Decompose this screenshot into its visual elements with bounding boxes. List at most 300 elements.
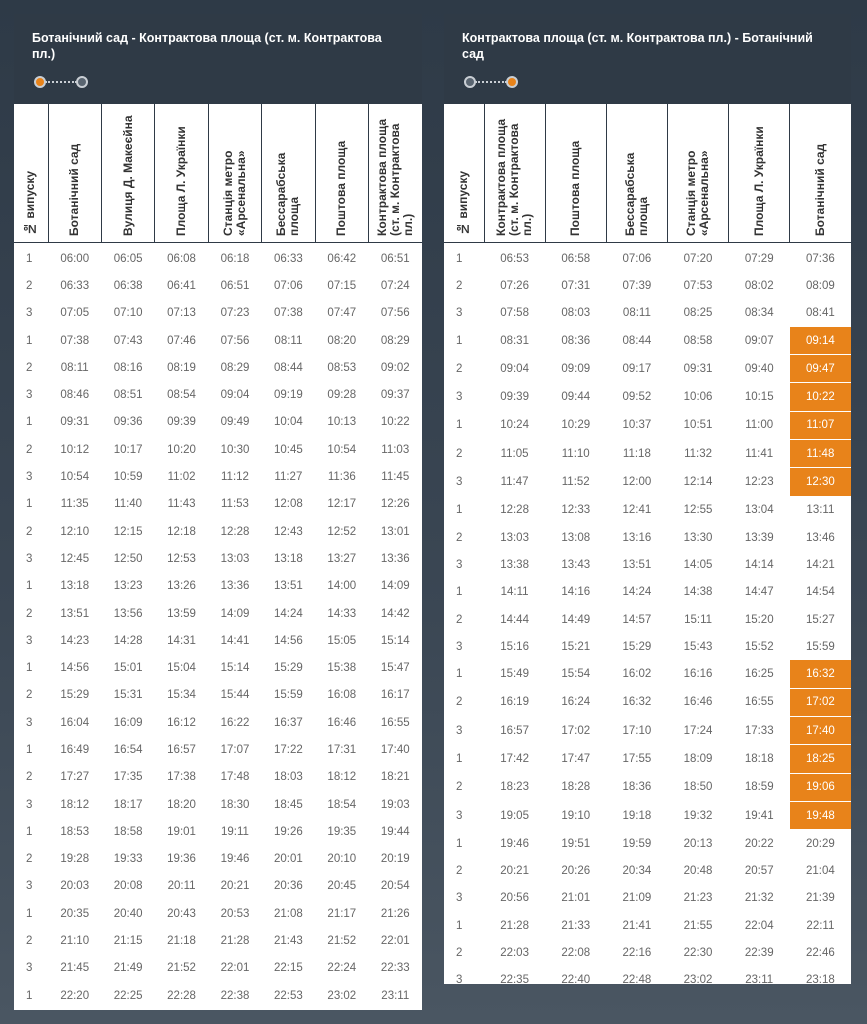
time-cell: 09:40 bbox=[744, 362, 774, 375]
column-header-label: Станція метро «Арсенальна» bbox=[220, 150, 248, 236]
time-cell: 10:51 bbox=[683, 419, 713, 432]
time-cell: 15:44 bbox=[220, 689, 250, 702]
time-cell: 09:17 bbox=[622, 362, 652, 375]
departure-number-cell: 1 bbox=[456, 252, 463, 265]
departure-number-cell: 2 bbox=[456, 362, 463, 375]
time-cell: 08:44 bbox=[274, 361, 303, 374]
time-cell: 08:46 bbox=[60, 389, 90, 402]
time-cell: 16:02 bbox=[622, 668, 652, 681]
table-row bbox=[14, 927, 422, 954]
time-cell: 21:23 bbox=[683, 892, 713, 905]
column-header bbox=[262, 104, 315, 243]
departure-number-cell: 1 bbox=[26, 252, 33, 265]
time-cell: 17:27 bbox=[60, 771, 90, 784]
table-row bbox=[444, 717, 851, 745]
time-cell: 07:53 bbox=[683, 279, 713, 292]
time-cell: 15:47 bbox=[380, 662, 410, 675]
time-cell: 17:42 bbox=[500, 752, 529, 765]
time-cell: 19:32 bbox=[683, 809, 713, 822]
time-cell: 07:26 bbox=[500, 279, 529, 292]
time-cell: 23:11 bbox=[745, 974, 774, 987]
table-row bbox=[14, 955, 422, 982]
time-cell: 13:36 bbox=[380, 552, 410, 565]
table-row bbox=[444, 606, 851, 633]
time-cell: 08:34 bbox=[744, 307, 774, 320]
table-row bbox=[444, 912, 851, 939]
departure-number-cell: 1 bbox=[456, 752, 463, 765]
departure-number-cell: 1 bbox=[456, 334, 463, 347]
departure-number-cell: 1 bbox=[456, 586, 463, 599]
timetable-panel-right bbox=[444, 14, 851, 987]
time-cell: 16:57 bbox=[500, 724, 529, 737]
time-cell: 11:27 bbox=[274, 471, 303, 484]
departure-number-cell: 3 bbox=[456, 974, 463, 987]
departure-number-cell: 2 bbox=[26, 443, 33, 456]
time-cell: 22:53 bbox=[274, 989, 303, 1002]
time-cell: 08:11 bbox=[274, 334, 303, 347]
table-row bbox=[444, 524, 851, 551]
time-cell: 14:21 bbox=[806, 558, 835, 571]
time-cell: 14:24 bbox=[274, 607, 303, 620]
departure-number-cell: 2 bbox=[26, 689, 33, 702]
time-cell: 21:26 bbox=[380, 907, 410, 920]
time-cell: 18:28 bbox=[561, 781, 591, 794]
time-cell: 09:09 bbox=[561, 362, 591, 375]
time-cell: 15:16 bbox=[500, 640, 529, 653]
table-row bbox=[14, 764, 422, 791]
time-cell: 14:38 bbox=[683, 586, 713, 599]
panel-header bbox=[14, 14, 422, 104]
departure-number-cell: 2 bbox=[26, 935, 33, 948]
table-row bbox=[444, 468, 851, 496]
time-cell: 13:51 bbox=[622, 558, 652, 571]
departure-number-cell: 3 bbox=[26, 716, 33, 729]
time-cell: 09:04 bbox=[500, 362, 529, 375]
departure-number-cell: 1 bbox=[26, 825, 33, 838]
departure-number-cell: 3 bbox=[456, 307, 463, 320]
time-cell: 12:55 bbox=[683, 504, 713, 517]
table-row bbox=[14, 409, 422, 436]
column-header-label: Бессарабська площа bbox=[622, 152, 650, 236]
column-header-label: Контрактова площа (ст. м. Контрактова пл.) bbox=[494, 118, 535, 236]
time-cell: 10:59 bbox=[113, 471, 143, 484]
time-cell: 08:54 bbox=[167, 389, 196, 402]
column-header-label: Ботанічний сад bbox=[67, 143, 82, 236]
column-header bbox=[369, 104, 422, 243]
time-cell: 17:31 bbox=[327, 743, 357, 756]
time-cell: 17:10 bbox=[622, 724, 652, 737]
time-cell: 21:52 bbox=[327, 935, 357, 948]
time-cell: 11:41 bbox=[745, 447, 774, 460]
time-cell: 18:09 bbox=[683, 752, 713, 765]
time-cell: 08:41 bbox=[806, 307, 835, 320]
time-cell: 09:07 bbox=[744, 334, 774, 347]
table-row bbox=[444, 551, 851, 578]
time-cell: 07:06 bbox=[622, 252, 652, 265]
time-cell: 15:29 bbox=[60, 689, 90, 702]
time-cell: 16:55 bbox=[744, 696, 774, 709]
time-cell: 07:38 bbox=[60, 334, 90, 347]
table-row bbox=[14, 327, 422, 354]
time-cell: 06:00 bbox=[60, 252, 90, 265]
time-cell: 15:59 bbox=[274, 689, 303, 702]
time-cell: 20:56 bbox=[500, 892, 529, 905]
time-cell: 11:12 bbox=[221, 471, 249, 484]
time-cell: 08:53 bbox=[327, 361, 357, 374]
column-header bbox=[729, 104, 790, 243]
departure-number-cell: 3 bbox=[456, 391, 463, 404]
time-cell: 18:45 bbox=[274, 798, 303, 811]
table-row bbox=[444, 300, 851, 327]
table-row bbox=[444, 243, 851, 273]
time-cell: 13:18 bbox=[274, 552, 303, 565]
time-cell: 06:58 bbox=[561, 252, 591, 265]
departure-number-cell: 2 bbox=[26, 361, 33, 374]
time-cell: 07:39 bbox=[622, 279, 652, 292]
time-cell: 16:12 bbox=[167, 716, 196, 729]
time-cell: 14:56 bbox=[60, 662, 90, 675]
time-cell: 11:32 bbox=[684, 447, 713, 460]
time-cell: 14:33 bbox=[327, 607, 357, 620]
time-cell: 12:00 bbox=[622, 476, 652, 489]
time-cell: 09:19 bbox=[274, 389, 303, 402]
route-title: Ботанічний сад - Контрактова площа (ст. м. Контрактова пл.) bbox=[32, 31, 382, 61]
time-cell: 22:46 bbox=[806, 947, 835, 960]
table-row bbox=[14, 463, 422, 490]
column-header-label: Поштова площа bbox=[334, 140, 349, 236]
column-header-label: Бессарабська площа bbox=[274, 152, 302, 236]
time-cell: 16:24 bbox=[561, 696, 591, 709]
time-cell: 07:23 bbox=[220, 307, 250, 320]
time-cell: 07:56 bbox=[380, 307, 410, 320]
time-cell: 16:55 bbox=[380, 716, 410, 729]
time-cell: 18:12 bbox=[60, 798, 90, 811]
time-cell: 20:13 bbox=[683, 837, 713, 850]
time-cell: 18:36 bbox=[622, 781, 652, 794]
route-direction-icon bbox=[464, 76, 516, 88]
time-cell: 17:38 bbox=[167, 771, 196, 784]
time-cell: 19:35 bbox=[327, 825, 357, 838]
time-cell: 14:14 bbox=[744, 558, 774, 571]
departure-number-cell: 2 bbox=[456, 531, 463, 544]
column-header bbox=[155, 104, 208, 243]
departure-number-cell: 3 bbox=[26, 307, 33, 320]
departure-number-cell: 2 bbox=[456, 279, 463, 292]
time-cell: 08:11 bbox=[622, 307, 651, 320]
time-cell: 15:05 bbox=[327, 634, 357, 647]
time-cell: 20:57 bbox=[744, 865, 774, 878]
time-cell: 13:23 bbox=[113, 580, 143, 593]
departure-number-cell: 2 bbox=[456, 696, 463, 709]
time-cell: 10:22 bbox=[380, 416, 410, 429]
time-cell: 15:31 bbox=[113, 689, 143, 702]
time-cell: 09:47 bbox=[790, 355, 851, 383]
time-cell: 21:17 bbox=[327, 907, 357, 920]
table-row bbox=[444, 830, 851, 858]
time-cell: 20:11 bbox=[167, 880, 196, 893]
time-cell: 10:04 bbox=[274, 416, 303, 429]
time-cell: 10:20 bbox=[167, 443, 196, 456]
time-cell: 18:23 bbox=[500, 781, 529, 794]
time-cell: 18:50 bbox=[683, 781, 713, 794]
time-cell: 20:01 bbox=[274, 853, 303, 866]
time-cell: 11:35 bbox=[60, 498, 89, 511]
time-cell: 22:40 bbox=[561, 974, 591, 987]
column-header bbox=[790, 104, 851, 243]
time-cell: 09:49 bbox=[220, 416, 250, 429]
time-cell: 10:30 bbox=[220, 443, 250, 456]
table-row bbox=[14, 243, 422, 273]
time-cell: 14:42 bbox=[380, 607, 410, 620]
time-cell: 14:56 bbox=[274, 634, 303, 647]
time-cell: 12:26 bbox=[380, 498, 410, 511]
time-cell: 08:58 bbox=[683, 334, 713, 347]
time-cell: 22:11 bbox=[806, 919, 835, 932]
table-row bbox=[444, 967, 851, 994]
time-cell: 17:02 bbox=[561, 724, 591, 737]
time-cell: 16:57 bbox=[167, 743, 196, 756]
time-cell: 07:31 bbox=[561, 279, 591, 292]
time-cell: 16:49 bbox=[60, 743, 90, 756]
time-cell: 13:39 bbox=[744, 531, 774, 544]
time-cell: 18:30 bbox=[220, 798, 250, 811]
time-cell: 15:11 bbox=[684, 613, 713, 626]
departure-number-cell: 3 bbox=[456, 476, 463, 489]
time-cell: 21:04 bbox=[806, 865, 835, 878]
route-direction-icon bbox=[34, 76, 86, 88]
time-cell: 09:02 bbox=[380, 361, 410, 374]
time-cell: 22:08 bbox=[561, 947, 591, 960]
time-cell: 14:00 bbox=[327, 580, 357, 593]
time-cell: 16:32 bbox=[622, 696, 652, 709]
time-cell: 12:15 bbox=[113, 525, 143, 538]
time-cell: 14:41 bbox=[220, 634, 250, 647]
time-cell: 18:18 bbox=[744, 752, 774, 765]
time-cell: 12:08 bbox=[274, 498, 303, 511]
time-cell: 09:28 bbox=[327, 389, 357, 402]
table-row bbox=[444, 633, 851, 660]
column-header bbox=[667, 104, 728, 243]
table-row bbox=[444, 327, 851, 355]
table-row bbox=[444, 773, 851, 801]
time-cell: 15:38 bbox=[327, 662, 357, 675]
time-cell: 11:36 bbox=[327, 471, 356, 484]
time-cell: 18:03 bbox=[274, 771, 303, 784]
time-cell: 10:37 bbox=[622, 419, 652, 432]
time-cell: 06:38 bbox=[113, 279, 143, 292]
time-cell: 22:16 bbox=[622, 947, 652, 960]
time-cell: 15:59 bbox=[806, 640, 835, 653]
time-cell: 21:28 bbox=[220, 935, 250, 948]
time-cell: 17:07 bbox=[220, 743, 250, 756]
time-cell: 07:05 bbox=[60, 307, 90, 320]
time-cell: 06:08 bbox=[167, 252, 196, 265]
time-cell: 08:11 bbox=[60, 361, 89, 374]
time-cell: 06:41 bbox=[167, 279, 196, 292]
time-cell: 21:32 bbox=[744, 892, 774, 905]
time-cell: 17:40 bbox=[790, 717, 851, 745]
time-cell: 22:01 bbox=[380, 935, 410, 948]
departure-number-cell: 3 bbox=[26, 798, 33, 811]
time-cell: 10:13 bbox=[327, 416, 357, 429]
departure-number-cell: 3 bbox=[456, 724, 463, 737]
time-cell: 15:34 bbox=[167, 689, 196, 702]
time-cell: 15:29 bbox=[274, 662, 303, 675]
schedule-table bbox=[14, 104, 422, 1009]
time-cell: 20:21 bbox=[500, 865, 529, 878]
time-cell: 12:41 bbox=[622, 504, 652, 517]
time-cell: 12:43 bbox=[274, 525, 303, 538]
time-cell: 20:53 bbox=[220, 907, 250, 920]
time-cell: 08:16 bbox=[113, 361, 143, 374]
time-cell: 18:54 bbox=[327, 798, 357, 811]
table-row bbox=[444, 383, 851, 411]
time-cell: 18:59 bbox=[744, 781, 774, 794]
time-cell: 07:58 bbox=[500, 307, 529, 320]
time-cell: 21:43 bbox=[274, 935, 303, 948]
time-cell: 20:40 bbox=[113, 907, 143, 920]
column-header-label: № випуску bbox=[23, 170, 38, 236]
time-cell: 15:14 bbox=[220, 662, 250, 675]
departure-number-cell: 1 bbox=[456, 837, 463, 850]
time-cell: 13:03 bbox=[220, 552, 250, 565]
time-cell: 14:23 bbox=[60, 634, 90, 647]
time-cell: 19:51 bbox=[561, 837, 591, 850]
time-cell: 08:02 bbox=[744, 279, 774, 292]
route-line-icon bbox=[45, 81, 77, 83]
time-cell: 20:54 bbox=[380, 880, 410, 893]
time-cell: 20:48 bbox=[683, 865, 713, 878]
time-cell: 20:26 bbox=[561, 865, 591, 878]
column-header-label: Поштова площа bbox=[568, 140, 583, 236]
time-cell: 09:14 bbox=[790, 327, 851, 355]
column-header bbox=[48, 104, 101, 243]
time-cell: 15:04 bbox=[167, 662, 196, 675]
time-cell: 15:21 bbox=[561, 640, 591, 653]
time-cell: 09:44 bbox=[561, 391, 591, 404]
time-cell: 11:03 bbox=[381, 443, 410, 456]
time-cell: 19:03 bbox=[380, 798, 410, 811]
time-cell: 18:20 bbox=[167, 798, 196, 811]
time-cell: 08:29 bbox=[220, 361, 250, 374]
time-cell: 22:35 bbox=[500, 974, 529, 987]
time-cell: 15:54 bbox=[561, 668, 591, 681]
time-cell: 13:30 bbox=[683, 531, 713, 544]
departure-number-cell: 1 bbox=[26, 416, 33, 429]
header-row bbox=[14, 104, 422, 243]
column-header-label: № випуску bbox=[456, 170, 471, 236]
time-cell: 06:53 bbox=[500, 252, 529, 265]
time-cell: 12:45 bbox=[60, 552, 90, 565]
departure-number-cell: 2 bbox=[456, 613, 463, 626]
time-cell: 13:26 bbox=[167, 580, 196, 593]
column-header bbox=[484, 104, 545, 243]
time-cell: 11:40 bbox=[114, 498, 143, 511]
time-cell: 21:28 bbox=[500, 919, 529, 932]
time-cell: 07:36 bbox=[806, 252, 835, 265]
departure-number-cell: 3 bbox=[456, 892, 463, 905]
time-cell: 13:11 bbox=[806, 504, 835, 517]
column-header bbox=[315, 104, 368, 243]
table-row bbox=[444, 939, 851, 966]
time-cell: 16:46 bbox=[683, 696, 713, 709]
departure-number-cell: 1 bbox=[456, 504, 463, 517]
time-cell: 12:18 bbox=[167, 525, 196, 538]
header-row bbox=[444, 104, 851, 243]
time-cell: 06:05 bbox=[113, 252, 143, 265]
departure-number-cell: 2 bbox=[456, 865, 463, 878]
table-row bbox=[14, 300, 422, 327]
table-row bbox=[14, 682, 422, 709]
time-cell: 16:32 bbox=[790, 660, 851, 688]
time-cell: 13:16 bbox=[622, 531, 652, 544]
time-cell: 20:08 bbox=[113, 880, 143, 893]
time-cell: 08:25 bbox=[683, 307, 713, 320]
column-header-label: Ботанічний сад bbox=[813, 143, 828, 236]
time-cell: 08:36 bbox=[561, 334, 591, 347]
time-cell: 10:29 bbox=[561, 419, 591, 432]
time-cell: 19:59 bbox=[622, 837, 652, 850]
time-cell: 12:50 bbox=[113, 552, 143, 565]
table-row bbox=[14, 436, 422, 463]
departure-number-cell: 3 bbox=[26, 471, 33, 484]
time-cell: 22:48 bbox=[622, 974, 652, 987]
time-cell: 17:33 bbox=[744, 724, 774, 737]
table-row bbox=[444, 801, 851, 829]
time-cell: 18:58 bbox=[113, 825, 143, 838]
time-cell: 20:36 bbox=[274, 880, 303, 893]
time-cell: 19:41 bbox=[744, 809, 774, 822]
time-cell: 16:22 bbox=[220, 716, 250, 729]
time-cell: 22:25 bbox=[113, 989, 143, 1002]
time-cell: 14:09 bbox=[220, 607, 250, 620]
time-cell: 19:46 bbox=[220, 853, 250, 866]
table-row bbox=[14, 600, 422, 627]
time-cell: 12:33 bbox=[561, 504, 591, 517]
time-cell: 18:17 bbox=[113, 798, 143, 811]
time-cell: 14:24 bbox=[622, 586, 652, 599]
table-row bbox=[444, 660, 851, 688]
time-cell: 20:10 bbox=[327, 853, 357, 866]
time-cell: 16:16 bbox=[683, 668, 713, 681]
time-cell: 12:53 bbox=[167, 552, 196, 565]
time-cell: 08:51 bbox=[113, 389, 143, 402]
time-cell: 19:26 bbox=[274, 825, 303, 838]
departure-number-cell: 3 bbox=[456, 809, 463, 822]
time-cell: 14:31 bbox=[167, 634, 196, 647]
departure-number-cell: 2 bbox=[26, 525, 33, 538]
time-cell: 21:18 bbox=[167, 935, 196, 948]
time-cell: 12:17 bbox=[327, 498, 357, 511]
table-row bbox=[14, 518, 422, 545]
time-cell: 17:48 bbox=[220, 771, 250, 784]
time-cell: 22:38 bbox=[220, 989, 250, 1002]
table-row bbox=[444, 688, 851, 716]
time-cell: 14:47 bbox=[744, 586, 774, 599]
time-cell: 21:33 bbox=[561, 919, 591, 932]
time-cell: 15:49 bbox=[500, 668, 529, 681]
time-cell: 06:33 bbox=[274, 252, 303, 265]
departure-number-cell: 1 bbox=[26, 662, 33, 675]
time-cell: 16:19 bbox=[500, 696, 529, 709]
table-row bbox=[14, 354, 422, 381]
table-row bbox=[444, 272, 851, 299]
time-cell: 19:11 bbox=[221, 825, 249, 838]
departure-number-cell: 2 bbox=[456, 781, 463, 794]
departure-number-cell: 3 bbox=[26, 962, 33, 975]
time-cell: 07:15 bbox=[327, 279, 357, 292]
departure-number-cell: 1 bbox=[26, 334, 33, 347]
